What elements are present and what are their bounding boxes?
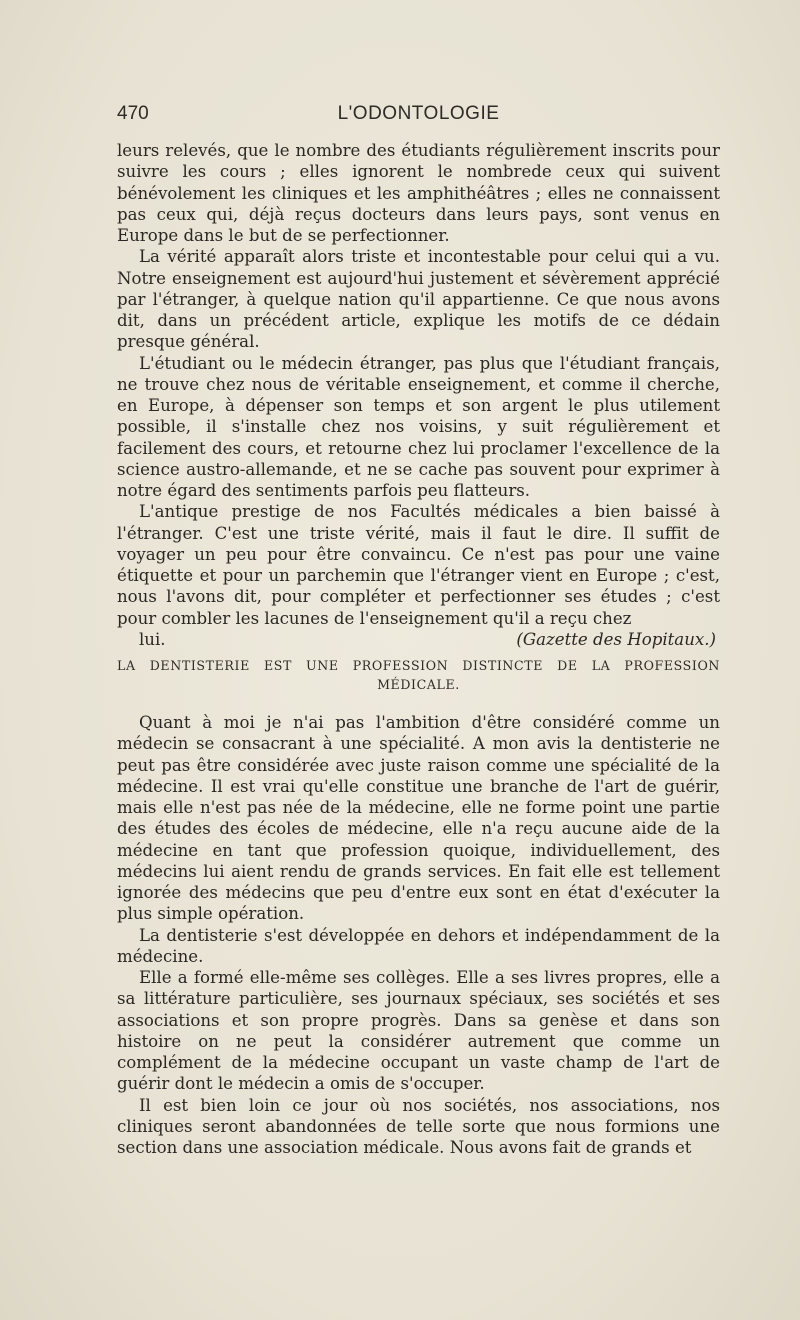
last-line-text: lui. (139, 629, 166, 649)
page-number: 470 (117, 103, 149, 124)
paragraph: La dentisterie s'est développée en dehors et indépendamment de la médecine. (117, 925, 720, 966)
article-body (117, 712, 720, 1158)
heading-line-1: LA DENTISTERIE EST UNE PROFESSION DISTINCTE DE LA PROFESSION (117, 658, 720, 673)
paragraph: L'antique prestige de nos Facultés médicales a bien baissé à l'étranger. C'est une triste vérité, mais il faut le dire. Il suffit de voyager un peu pour être convaincu. Ce n'est pas pour une vaine étiquette et pour un parchemin que l'étranger vient en Europe ; c'est, nous l'avons dit, pour compléter et perfectionner ses études ; c'est pour combler les lacunes de l'enseignement qu'il a reçu chez (117, 502, 720, 628)
journal-title: L'ODONTOLOGIE (337, 103, 500, 124)
paragraph: leurs relevés, que le nombre des étudiants régulièrement inscrits pour suivre les cours ; elles ignorent le nombrede ceux qui suivent bénévolement les cliniques et les amphithéâtres ; elles ne connaissent pas ceux qui, déjà reçus docteurs dans leurs pays, sont venus en Europe dans le but de se perfectionner. (117, 141, 720, 245)
section-heading (117, 656, 720, 694)
paragraph: La vérité apparaît alors triste et incontestable pour celui qui a vu. Notre enseignement est aujourd'hui justement et sévèrement apprécié par l'étranger, à quelque nation qu'il appartienne. Ce que nous avons dit, dans un précédent article, explique les motifs de ce dédain presque général. (117, 247, 720, 352)
article-continuation (117, 140, 720, 650)
running-head (117, 103, 720, 131)
paragraph: Quant à moi je n'ai pas l'ambition d'être considéré comme un médecin se consacrant à une spécialité. A mon avis la dentisterie ne peut pas être considérée avec juste raison comme une spécialité de la médecine. Il est vrai qu'elle constitue une branche de l'art de guérir, mais elle n'est pas née de la médecine, elle ne forme point une partie des études des écoles de médecine, elle n'a reçu aucune aide de la médecine en tant que profession quoique, individuellement, des médecins lui aient rendu de grands services. En fait elle est tellement ignorée des médecins que peu d'entre eux sont en état d'exécuter la plus simple opération. (117, 713, 720, 924)
paragraph: Elle a formé elle-même ses collèges. Elle a ses livres propres, elle a sa littérature particulière, ses journaux spéciaux, ses sociétés et ses associations et son propre progrès. Dans sa genèse et dans son histoire on ne peut la considérer autrement que comme un complément de la médecine occupant un vaste champ de l'art de guérir dont le médecin a omis de s'occuper. (117, 968, 720, 1094)
source-line (117, 629, 720, 650)
paragraph: L'étudiant ou le médecin étranger, pas plus que l'étudiant français, ne trouve chez nous de véritable enseignement, et comme il cherche, en Europe, à dépenser son temps et son argent le plus utilement possible, il s'installe chez nos voisins, y suit régulièrement et facilement des cours, et retourne chez lui proclamer l'excellence de la science austro-allemande, et ne se cache pas souvent pour exprimer à notre égard des sentiments parfois peu flatteurs. (117, 353, 720, 500)
source-citation: (Gazette des Hopitaux.) (516, 629, 716, 649)
heading-line-2: MÉDICALE. (377, 677, 460, 692)
paragraph: Il est bien loin ce jour où nos sociétés, nos associations, nos cliniques seront abandonnées de telle sorte que nous formions une section dans une association médicale. Nous avons fait de grands et (117, 1095, 720, 1157)
